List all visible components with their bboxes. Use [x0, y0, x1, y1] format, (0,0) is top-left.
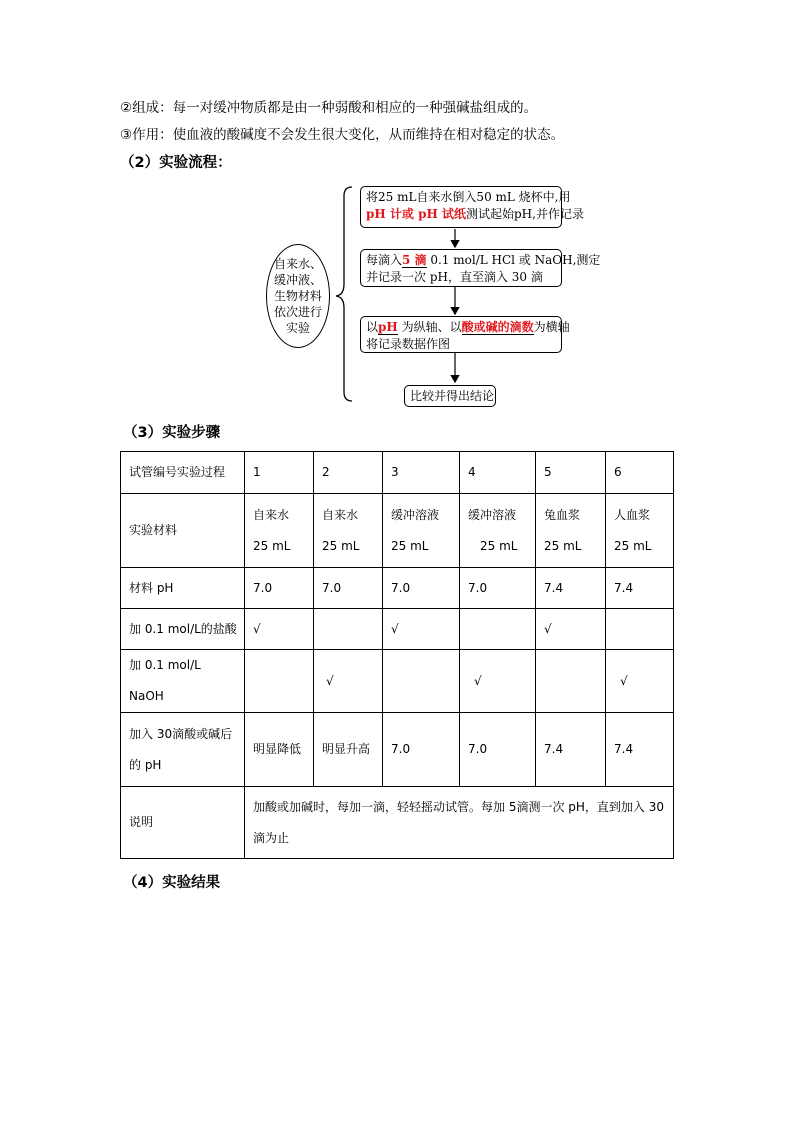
step3-red2: 酸或碱的滴数 [461, 320, 534, 334]
material-cell [536, 494, 606, 568]
after-cell: 明显降低 [245, 713, 314, 787]
ph-cell: 7.4 [536, 568, 606, 609]
row-label: 材料 pH [121, 568, 245, 609]
intro-function: ③作用：使血液的酸碱度不会发生很大变化，从而维持在相对稳定的状态。 [120, 127, 565, 143]
brace-shape [336, 187, 352, 401]
after-label-line: 加入 30滴酸或碱后 [129, 726, 233, 741]
step3-post: 为横轴 [533, 320, 570, 334]
material-name: 人血浆 [614, 507, 651, 522]
material-name: 缓冲溶液 [391, 507, 440, 522]
material-cell [606, 494, 674, 568]
ellipse-line: 依次进行 [273, 305, 322, 319]
check-cell: √ [606, 650, 674, 713]
note-line: 加酸或加碱时，每加一滴，轻轻摇动试管。每加 5滴测一次 pH，直到加入 30 [253, 799, 664, 814]
material-name: 自来水 [253, 507, 290, 522]
experiment-flowchart [0, 0, 794, 420]
step2-line2: 并记录一次 pH，直至滴入 30 滴 [366, 270, 543, 284]
material-volume: 25 mL [322, 538, 360, 553]
intro-composition: ②组成：每一对缓冲物质都是由一种弱酸和相应的一种强碱盐组成的。 [120, 100, 538, 116]
header-cell: 5 [536, 452, 606, 494]
row-label: 加 0.1 mol/L的盐酸 [121, 609, 245, 650]
flow-step-4: 比较并得出结论 [404, 385, 496, 407]
table-row [121, 609, 674, 650]
flow-step-1 [360, 186, 584, 228]
table-row [121, 452, 674, 494]
material-volume: 25 mL [544, 538, 582, 553]
ellipse-line: 实验 [285, 321, 310, 335]
row-label: 实验材料 [121, 494, 245, 568]
step3-line2: 将记录数据作图 [366, 337, 451, 351]
note-line: 滴为止 [253, 830, 290, 845]
after-cell: 7.4 [536, 713, 606, 787]
after-label-line: 的 pH [129, 757, 162, 772]
check-cell [383, 650, 460, 713]
header-cell: 3 [383, 452, 460, 494]
check-cell: √ [314, 650, 383, 713]
step3-red1: pH [378, 320, 398, 334]
flow-step-3 [360, 316, 570, 353]
row-label [121, 713, 245, 787]
step3-mid: 为纵轴、以 [397, 320, 462, 334]
step2-pre: 每滴入 [366, 253, 403, 267]
ellipse-line: 缓冲液、 [273, 273, 322, 287]
ph-cell: 7.4 [606, 568, 674, 609]
ph-cell: 7.0 [314, 568, 383, 609]
material-volume: 25 mL [253, 538, 291, 553]
check-cell [245, 650, 314, 713]
ph-cell: 7.0 [460, 568, 536, 609]
header-cell: 2 [314, 452, 383, 494]
check-cell: √ [383, 609, 460, 650]
material-volume: 25 mL [480, 538, 518, 553]
material-cell [460, 494, 536, 568]
step2-red: 5 滴 [402, 253, 427, 267]
check-cell: √ [536, 609, 606, 650]
check-cell [606, 609, 674, 650]
material-volume: 25 mL [391, 538, 429, 553]
result-heading: （4）实验结果 [123, 875, 221, 891]
material-name: 缓冲溶液 [468, 507, 517, 522]
material-name: 自来水 [322, 507, 359, 522]
check-cell [536, 650, 606, 713]
table-row [121, 494, 674, 568]
after-cell: 7.0 [383, 713, 460, 787]
after-cell: 明显升高 [314, 713, 383, 787]
note-cell [245, 787, 674, 859]
step1-line1: 将25 mL自来水倒入50 mL 烧杯中,用 [366, 190, 571, 204]
table-row [121, 568, 674, 609]
header-cell: 1 [245, 452, 314, 494]
material-name: 兔血浆 [544, 507, 581, 522]
header-cell: 6 [606, 452, 674, 494]
header-cell: 试管编号实验过程 [121, 452, 245, 494]
check-cell [314, 609, 383, 650]
flowchart-connectors [0, 0, 794, 420]
after-cell: 7.4 [606, 713, 674, 787]
table-row [121, 787, 674, 859]
flow-step-2 [360, 249, 601, 287]
check-cell: √ [245, 609, 314, 650]
step1-red: pH 计或 pH 试纸 [366, 207, 466, 221]
check-cell [460, 609, 536, 650]
step3-pre: 以 [366, 320, 379, 334]
steps-table [120, 451, 674, 859]
step2-post: 0.1 mol/L HCl 或 NaOH,测定 [426, 253, 601, 267]
ph-cell: 7.0 [383, 568, 460, 609]
after-cell: 7.0 [460, 713, 536, 787]
material-cell [245, 494, 314, 568]
check-cell: √ [460, 650, 536, 713]
table-row [121, 650, 674, 713]
material-cell [314, 494, 383, 568]
material-cell [383, 494, 460, 568]
step1-rest: 测试起始pH,并作记录 [466, 207, 584, 221]
ellipse-line: 生物材料 [273, 289, 322, 303]
ph-cell: 7.0 [245, 568, 314, 609]
row-label: 说明 [121, 787, 245, 859]
ellipse-line: 自来水、 [273, 257, 322, 271]
table-row [121, 713, 674, 787]
header-cell: 4 [460, 452, 536, 494]
flow-heading: （2）实验流程： [120, 155, 232, 171]
row-label: 加 0.1 mol/L NaOH [121, 650, 245, 713]
steps-heading: （3）实验步骤 [123, 425, 221, 441]
material-volume: 25 mL [614, 538, 652, 553]
materials-ellipse [266, 244, 330, 348]
